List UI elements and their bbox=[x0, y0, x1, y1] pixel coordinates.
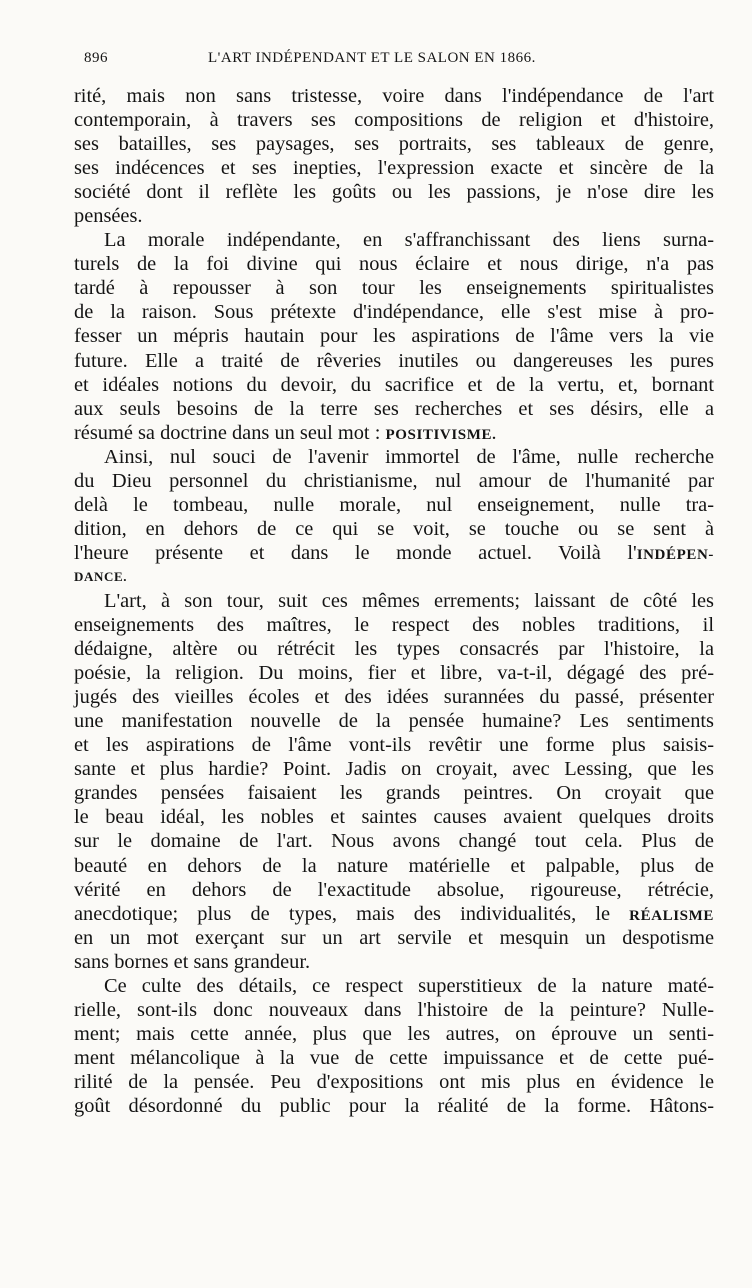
text-line: pensées. bbox=[74, 205, 143, 228]
page-number: 896 bbox=[84, 50, 108, 66]
text-line: ses batailles, ses paysages, ses portraits, ses tableaux de genre, bbox=[74, 133, 714, 156]
line-text: l'heure présente et dans le monde actuel. Voilà l' bbox=[74, 541, 637, 564]
text-line: dédaigne, altère ou rétrécit les types consacrés par l'histoire, la bbox=[74, 638, 714, 661]
text-line: grandes pensées faisaient les grands peintres. On croyait que bbox=[74, 782, 714, 805]
paragraph-1 bbox=[74, 84, 714, 228]
text-line bbox=[74, 902, 714, 926]
text-line: goût désordonné du public pour la réalité de la forme. Hâtons- bbox=[74, 1094, 714, 1117]
text-line: du Dieu personnel du christianisme, nul amour de l'humanité par bbox=[74, 469, 714, 492]
text-line: de la raison. Sous prétexte d'indépendance, elle s'est mise à pro- bbox=[74, 301, 714, 324]
text-line: L'art, à son tour, suit ces mêmes errements; laissant de côté les bbox=[104, 589, 714, 612]
text-line: rielle, sont-ils donc nouveaux dans l'histoire de la peinture? Nulle- bbox=[74, 998, 714, 1021]
text-line: enseignements des maîtres, le respect des nobles traditions, il bbox=[74, 614, 714, 637]
text-line: le beau idéal, les nobles et saintes causes avaient quelques droits bbox=[74, 806, 714, 829]
text-line: vérité en dehors de l'exactitude absolue, rigoureuse, rétrécie, bbox=[74, 878, 714, 901]
text-line: beauté en dehors de la nature matérielle et palpable, plus de bbox=[74, 854, 714, 877]
text-line bbox=[74, 541, 714, 565]
text-line: une manifestation nouvelle de la pensée humaine? Les sentiments bbox=[74, 710, 714, 733]
text-line: Ce culte des détails, ce respect superstitieux de la nature maté- bbox=[104, 974, 714, 997]
text-line: sur le domaine de l'art. Nous avons changé tout cela. Plus de bbox=[74, 830, 714, 853]
text-line: sante et plus hardie? Point. Jadis on croyait, avec Lessing, que les bbox=[74, 758, 714, 781]
text-line: delà le tombeau, nulle morale, nul enseignement, nulle tra- bbox=[74, 493, 714, 516]
text-line: société dont il reflète les goûts ou les passions, je n'ose dire les bbox=[74, 181, 714, 204]
text-line: Ainsi, nul souci de l'avenir immortel de l'âme, nulle recherche bbox=[104, 445, 714, 468]
small-caps-term: RÉALISME bbox=[629, 907, 714, 924]
paragraph-3 bbox=[74, 445, 714, 589]
text-line: et les aspirations de l'âme vont-ils revêtir une forme plus saisis- bbox=[74, 734, 714, 757]
line-text: résumé sa doctrine dans un seul mot : bbox=[74, 421, 386, 444]
text-line bbox=[74, 421, 714, 445]
text-line: et idéales notions du devoir, du sacrifice et de la vertu, et, bornant bbox=[74, 373, 714, 396]
running-title: L'ART INDÉPENDANT ET LE SALON EN 1866. bbox=[208, 50, 536, 66]
text-line: rilité de la pensée. Peu d'expositions ont mis plus en évidence le bbox=[74, 1070, 714, 1093]
text-line: fesser un mépris hautain pour les aspirations de l'âme vers la vie bbox=[74, 325, 714, 348]
body-text bbox=[74, 84, 714, 1118]
small-caps-term: INDÉPEN- bbox=[636, 546, 714, 563]
text-line: turels de la foi divine qui nous éclaire et nous dirige, n'a pas bbox=[74, 253, 714, 276]
text-line: tardé à repousser à son tour les enseignements spiritualistes bbox=[74, 277, 714, 300]
text-line: dition, en dehors de ce qui se voit, se touche ou se sent à bbox=[74, 517, 714, 540]
paragraph-5 bbox=[74, 974, 714, 1118]
text-line: ment mélancolique à la vue de cette impuissance et de cette pué- bbox=[74, 1046, 714, 1069]
text-line: DANCE. bbox=[74, 568, 128, 584]
text-line: en un mot exerçant sur un art servile et mesquin un despotisme bbox=[74, 926, 714, 949]
text-line: poésie, la religion. Du moins, fier et libre, va-t-il, dégagé des pré- bbox=[74, 662, 714, 685]
text-line: rité, mais non sans tristesse, voire dans l'indépendance de l'art bbox=[74, 85, 714, 107]
text-line: ment; mais cette année, plus que les autres, on éprouve un senti- bbox=[74, 1022, 714, 1045]
small-caps-term: POSITIVISME. bbox=[385, 426, 497, 443]
paragraph-2 bbox=[74, 228, 714, 444]
text-line: aux seuls besoins de la terre ses recherches et ses désirs, elle a bbox=[74, 397, 714, 420]
running-head bbox=[84, 50, 724, 78]
text-line: future. Elle a traité de rêveries inutiles ou dangereuses les pures bbox=[74, 349, 714, 372]
text-line: ses indécences et ses inepties, l'expression exacte et sincère de la bbox=[74, 157, 714, 180]
text-line: contemporain, à travers ses compositions de religion et d'histoire, bbox=[74, 109, 714, 132]
text-line: sans bornes et sans grandeur. bbox=[74, 950, 311, 973]
text-line: La morale indépendante, en s'affranchissant des liens surna- bbox=[104, 229, 714, 252]
line-text: anecdotique; plus de types, mais des individualités, le bbox=[74, 902, 630, 925]
paragraph-4 bbox=[74, 589, 714, 974]
text-line: jugés des vieilles écoles et des idées surannées du passé, présenter bbox=[74, 686, 714, 709]
